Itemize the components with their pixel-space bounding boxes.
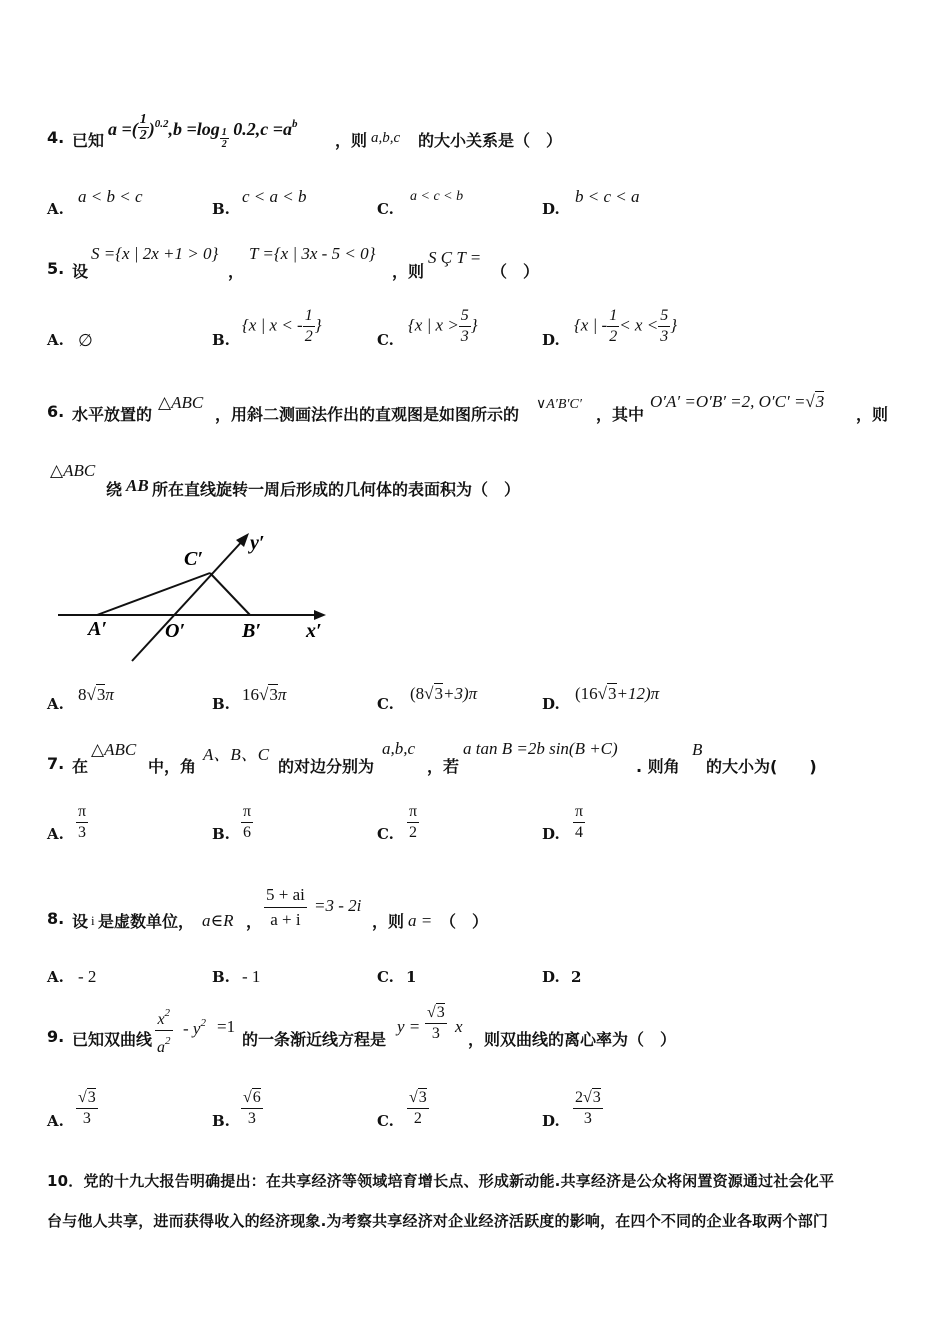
q6-option-b-label: B. (212, 695, 230, 713)
x-axis-arrow (314, 610, 326, 620)
q8-rhs: =3 - 2i (314, 896, 362, 915)
q6-triangle: △ABC (158, 393, 204, 412)
q7-equation: a tan B =2b sin(B +C) (463, 739, 618, 758)
q6-text-2: ，其中 (596, 405, 645, 424)
q9-option-d[interactable]: $\frac{2√3}{3}$ (575, 1089, 601, 1127)
q6-text-1: ，用斜二测画法作出的直观图是如图所示的 (215, 405, 520, 424)
q4-option-c-label: C. (377, 200, 394, 218)
q7-text-3: ，若 (427, 757, 460, 776)
q9-lead: 已知双曲线 (72, 1030, 153, 1049)
q5-option-b-fraction: $\frac{1}{2}$ (304, 307, 313, 345)
q7-option-a-label: A. (47, 825, 64, 843)
q9-eq-one: =1 (217, 1017, 236, 1036)
q9-option-b-label: B. (212, 1112, 230, 1130)
q6-option-a-label: A. (47, 695, 64, 713)
q7-option-b-label: B. (212, 825, 230, 843)
q4-option-c[interactable]: a < c < b (410, 189, 464, 204)
segment-c-b (210, 573, 250, 615)
q4-half-fraction: $\frac{1}{2}$ (139, 112, 147, 143)
q9-option-b[interactable]: $\frac{√6}{3}$ (243, 1089, 261, 1127)
q5-number: 5. (47, 259, 65, 278)
label-y: y′ (250, 532, 265, 554)
q5-option-d-fraction-2: $\frac{5}{3}$ (660, 307, 669, 345)
q9-tail: ，则双曲线的离心率为（ ） (468, 1030, 677, 1049)
q8-tail: （ ） (440, 912, 489, 931)
q4-option-a-label: A. (47, 200, 64, 218)
label-c: C′ (184, 548, 203, 570)
q7-angle-b: B (692, 740, 703, 759)
q8-option-c[interactable]: 1 (406, 968, 417, 986)
q7-tail: 的大小为( ) (706, 757, 817, 776)
q6-oblique-figure (50, 525, 350, 670)
q6-lead: 水平放置的 (72, 405, 153, 424)
q5-option-b-label: B. (212, 331, 230, 349)
q9-number: 9. (47, 1027, 65, 1046)
q5-option-c-label: C. (377, 331, 394, 349)
q5-option-d-label: D. (542, 331, 560, 349)
q7-text-4: . 则角 (636, 757, 680, 776)
q9-minus-y: - $y^2$ (183, 1017, 206, 1038)
q9-option-a-label: A. (47, 1112, 64, 1130)
q6-option-b[interactable]: 16√3π (242, 685, 287, 704)
q7-option-a[interactable]: $\frac{\pi}{3}$ (78, 803, 87, 841)
q4-option-a[interactable]: a < b < c (78, 187, 143, 206)
q4-formula: a =( $\frac{1}{2}$ )$^{0.2}$,b =log $\frac{1}{2}$ $0.2,c =a^b$ (108, 112, 298, 150)
q5-set-s: S ={x | 2x +1 > 0} (91, 244, 219, 263)
q6-line2-b: 所在直线旋转一周后形成的几何体的表面积为（ ） (152, 480, 521, 499)
q9-option-d-label: D. (542, 1112, 560, 1130)
q5-expr: S Ç T = (428, 248, 482, 267)
q8-option-c-label: C. (377, 968, 394, 986)
q7-text-2: 的对边分别为 (278, 757, 375, 776)
q4-option-b[interactable]: c < a < b (242, 187, 307, 206)
q9-option-a[interactable]: $\frac{√3}{3}$ (78, 1089, 96, 1127)
q7-text-1: 中，角 (148, 757, 197, 776)
q9-y-eq: y = (397, 1017, 421, 1036)
q8-option-d[interactable]: 2 (571, 968, 582, 986)
q7-option-b[interactable]: $\frac{\pi}{6}$ (243, 803, 252, 841)
label-x: x′ (306, 620, 322, 642)
q8-option-a-label: A. (47, 968, 64, 986)
q7-triangle: △ABC (91, 740, 137, 759)
q8-i: i (91, 913, 95, 928)
q5-option-a[interactable]: ∅ (78, 331, 93, 350)
q7-lead: 在 (72, 757, 89, 776)
q7-angles: A、B、C (203, 745, 270, 764)
q7-option-d[interactable]: $\frac{\pi}{4}$ (575, 803, 584, 841)
q5-then: ，则 (392, 262, 425, 281)
q7-option-c-label: C. (377, 825, 394, 843)
q8-comma: ， (246, 912, 263, 931)
q7-sides: a,b,c (382, 739, 416, 758)
q6-option-d[interactable]: (16√3+12)π (575, 684, 660, 703)
q8-option-d-label: D. (542, 968, 560, 986)
q5-option-c[interactable]: {x | x > $\frac{5}{3}$ } (408, 307, 478, 345)
q4-lead: 已知 (72, 131, 105, 150)
q6-then: ，则 (856, 405, 889, 424)
q8-lead: 设 (72, 912, 89, 931)
label-a: A′ (88, 618, 107, 640)
q5-option-c-fraction: $\frac{5}{3}$ (460, 307, 469, 345)
q6-number: 6. (47, 402, 65, 421)
q9-x: x (455, 1017, 463, 1036)
q4-number: 4. (47, 128, 65, 147)
q9-text-1: 的一条渐近线方程是 (242, 1030, 387, 1049)
q5-set-t: T ={x | 3x - 5 < 0} (249, 244, 376, 263)
q8-option-a[interactable]: - 2 (78, 967, 97, 986)
q9-fraction: $\frac{x^2}{a^2}$ (155, 1003, 173, 1058)
q6-triangle-prime: ∨A′B′C′ (536, 397, 582, 412)
q4-tail: 的大小关系是（ ） (418, 131, 563, 150)
q4-log-base: $\frac{1}{2}$ (221, 127, 227, 150)
q6-line2-a: 绕 (106, 480, 123, 499)
q8-fraction: $\frac{5 + ai}{a + i}$ (266, 885, 305, 929)
q8-option-b-label: B. (212, 968, 230, 986)
label-b: B′ (242, 620, 261, 642)
q9-slope: $\frac{√3}{3}$ (427, 1004, 445, 1042)
q8-number: 8. (47, 909, 65, 928)
q6-option-d-label: D. (542, 695, 560, 713)
q5-lead: 设 (72, 262, 89, 281)
q5-option-a-label: A. (47, 331, 64, 349)
q4-option-d[interactable]: b < c < a (575, 187, 640, 206)
q4-option-b-label: B. (212, 200, 230, 218)
q6-condition: O′A′ =O′B′ =2, O′C′ =√3 (650, 392, 825, 411)
q10-line-2: 台与他人共享，进而获得收入的经济现象.为考察共享经济对企业经济活跃度的影响，在四个不同的企业各取两个部门 (47, 1212, 829, 1230)
q5-option-d-fraction-1: $\frac{1}{2}$ (609, 307, 618, 345)
q6-option-c-label: C. (377, 695, 394, 713)
q6-triangle-2: △ABC (50, 461, 96, 480)
q6-option-c[interactable]: (8√3+3)π (410, 684, 478, 703)
label-o: O′ (165, 620, 186, 642)
q4-option-d-label: D. (542, 200, 560, 218)
q6-line2-ab: AB (126, 476, 149, 495)
q4-vars: a,b,c (371, 130, 401, 146)
q7-option-d-label: D. (542, 825, 560, 843)
q8-option-b[interactable]: - 1 (242, 967, 261, 986)
q5-option-d[interactable]: {x | - $\frac{1}{2}$ < x < $\frac{5}{3}$ } (574, 307, 677, 345)
q9-option-c[interactable]: $\frac{√3}{2}$ (409, 1089, 427, 1127)
q7-number: 7. (47, 754, 65, 773)
q7-option-c[interactable]: $\frac{\pi}{2}$ (409, 803, 418, 841)
q10-line-1: 10．党的十九大报告明确提出：在共享经济等领域培育增长点、形成新动能.共享经济是公众将闲置资源通过社会化平 (47, 1172, 835, 1190)
q5-tail: （ ） (491, 262, 540, 281)
q8-text-1: 是虚数单位， (98, 912, 195, 931)
q8-a-eq: a = (408, 911, 433, 930)
q9-option-c-label: C. (377, 1112, 394, 1130)
q6-option-a[interactable]: 8√3π (78, 685, 114, 704)
q5-comma: ， (228, 262, 245, 281)
q5-option-b[interactable]: {x | x < - $\frac{1}{2}$ } (242, 307, 322, 345)
q8-text-2: ，则 (372, 912, 405, 931)
q8-a-in-r: a∈R (202, 911, 234, 930)
q4-then: ，则 (335, 131, 368, 150)
